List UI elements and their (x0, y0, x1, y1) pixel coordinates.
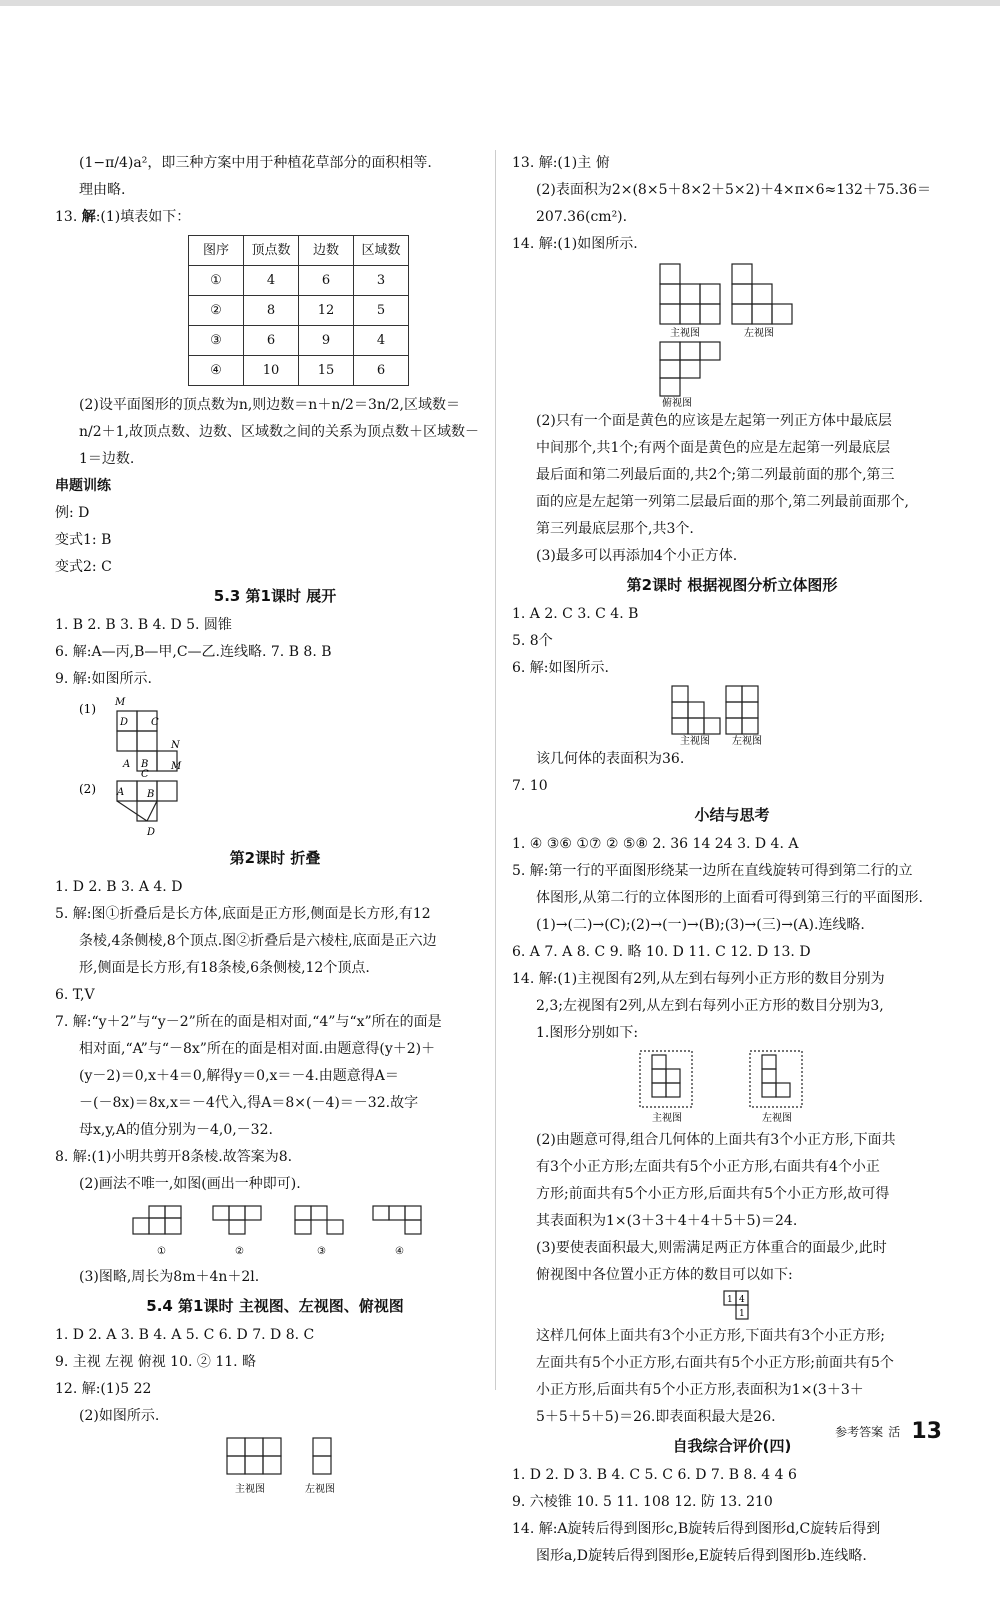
svg-text:4: 4 (739, 1295, 745, 1305)
text-line: 2,3;左视图有2列,从左到右每列小正方形的数目分别为3, (536, 998, 884, 1014)
svg-text:1: 1 (739, 1309, 745, 1319)
text-line: 13. 解:(1)主 俯 (512, 155, 610, 171)
text-line: 9. 六棱锥 10. 5 11. 108 12. 防 13. 210 (512, 1494, 773, 1510)
fold-figures (55, 1198, 495, 1264)
text-line: 14. 解:(1)如图所示. (512, 236, 638, 252)
svg-text:左视图: 左视图 (732, 736, 762, 746)
svg-text:C: C (151, 717, 159, 728)
view-figures-14x (512, 1047, 952, 1127)
text-line: 相对面,“A”与“－8x”所在的面是相对面.由题意得(y＋2)＋ (79, 1041, 436, 1057)
svg-text:M: M (171, 761, 182, 772)
text-line: (3)要使表面积最大,则需满足两正方体重合的面最少,此时 (536, 1240, 887, 1256)
text-line: n/2＋1,故顶点数、边数、区域数之间的关系为顶点数＋区域数－ (79, 424, 479, 440)
text-line: 5＋5＋5＋5)＝26.即表面积最大是26. (536, 1409, 776, 1425)
svg-text:俯视图: 俯视图 (662, 398, 692, 408)
text-line: 1. A 2. C 3. C 4. B (512, 606, 639, 622)
text-line: (2)表面积为2×(8×5＋8×2＋5×2)＋4×π×6≈132＋75.36＝ (536, 182, 932, 198)
text-line: 有3个小正方形;左面共有5个小正方形,右面共有4个小正 (536, 1159, 880, 1175)
text-line: 形,侧面是长方形,有18条棱,6条侧棱,12个顶点. (79, 960, 370, 976)
table-row: ③ 6 9 4 (189, 326, 409, 356)
text-line: (3)最多可以再添加4个小正方体. (536, 548, 738, 564)
text-line: (2)设平面图形的顶点数为n,则边数＝n＋n/2＝3n/2,区域数＝ (79, 397, 460, 413)
text-line: 14. 解:A旋转后得到图形c,B旋转后得到图形d,C旋转后得到 (512, 1521, 881, 1537)
table-header: 图序 (189, 236, 244, 266)
text-line: 第三列最底层那个,共3个. (536, 521, 694, 537)
text-line: (1)→(二)→(C);(2)→(一)→(B);(3)→(三)→(A).连线略. (536, 917, 865, 933)
svg-text:1: 1 (727, 1295, 733, 1305)
svg-text:A: A (117, 787, 125, 798)
text-line: 9. 解:如图所示. (55, 671, 152, 687)
svg-text:左视图: 左视图 (744, 328, 774, 339)
text-line: 1. B 2. B 3. B 4. D 5. 圆锥 (55, 617, 232, 633)
text-line: 左面共有5个小正方形,右面共有5个小正方形;前面共有5个 (536, 1355, 894, 1371)
section-heading: 5.4 第1课时 主视图、左视图、俯视图 (146, 1297, 404, 1315)
text-line: 小正方形,后面共有5个小正方形,表面积为1×(3＋3＋ (536, 1382, 864, 1398)
text-line: 母x,y,A的值分别为－4,0,－32. (79, 1122, 273, 1138)
table-header: 区域数 (354, 236, 409, 266)
svg-text:主视图: 主视图 (652, 1113, 682, 1124)
text-line: 7. 10 (512, 778, 548, 794)
column-divider (495, 150, 496, 1390)
text-line: 6. A 7. A 8. C 9. 略 10. D 11. C 12. D 13. D (512, 944, 811, 960)
text-line: 面的应是左起第一列第二层最后面的那个,第二列最前面那个, (536, 494, 909, 510)
text-line: 1＝边数. (79, 451, 135, 467)
top-edge (0, 0, 1000, 6)
text-line: 5. 解:第一行的平面图形绕某一边所在直线旋转可得到第二行的立 (512, 863, 913, 879)
net-figure (55, 693, 495, 843)
svg-text:①: ① (157, 1246, 166, 1257)
text-line: 变式1: B (55, 532, 112, 548)
text-line: 7. 解:“y＋2”与“y－2”所在的面是相对面,“4”与“x”所在的面是 (55, 1014, 442, 1030)
vertex-table (188, 235, 409, 386)
text-line: 该几何体的表面积为36. (536, 751, 685, 767)
text-line: 体图形,从第二行的立体图形的上面看可得到第三行的平面图形. (536, 890, 923, 906)
table-header: 顶点数 (244, 236, 299, 266)
page-footer (835, 1419, 942, 1444)
question-13: 13. 解:(1)填表如下： (55, 209, 191, 225)
footer-label: 参考答案 (835, 1425, 884, 1439)
svg-text:A: A (123, 759, 131, 770)
svg-text:B: B (141, 759, 149, 770)
text-line: 例: D (55, 505, 90, 521)
svg-text:②: ② (235, 1246, 244, 1257)
svg-text:D: D (147, 827, 156, 838)
svg-text:③: ③ (317, 1246, 326, 1257)
text-line: 5. 8个 (512, 633, 553, 649)
text-line: 方形;前面共有5个小正方形,后面共有5个小正方形,故可得 (536, 1186, 890, 1202)
text-line: (2)只有一个面是黄色的应该是左起第一列正方体中最底层 (536, 413, 892, 429)
text-line: 8. 解:(1)小明共剪开8条棱.故答案为8. (55, 1149, 293, 1165)
text-line: 207.36(cm²). (536, 209, 628, 225)
text-line: (2)画法不唯一,如图(画出一种即可). (79, 1176, 301, 1192)
text-line: 理由略. (79, 182, 126, 198)
svg-text:D: D (120, 717, 129, 728)
view-figures-14 (512, 258, 952, 408)
view-figures-6 (512, 682, 952, 746)
text-line: 12. 解:(1)5 22 (55, 1381, 152, 1397)
text-line: 14. 解:(1)主视图有2列,从左到右每列小正方形的数目分别为 (512, 971, 885, 987)
text-line: 1. D 2. D 3. B 4. C 5. C 6. D 7. B 8. 4 4 6 (512, 1467, 797, 1483)
svg-text:主视图: 主视图 (235, 1484, 265, 1495)
right-column (512, 150, 952, 1570)
section-heading: 5.3 第1课时 展开 (213, 587, 337, 605)
svg-text:C: C (141, 769, 149, 780)
section-heading: 自我综合评价(四) (672, 1437, 792, 1455)
table-row: ② 8 12 5 (189, 296, 409, 326)
text-line: 中间那个,共1个;有两个面是黄色的应是左起第一列最底层 (536, 440, 891, 456)
text-line: 1. D 2. B 3. A 4. D (55, 879, 183, 895)
text-line: －(－8x)＝8x,x＝－4代入,得A＝8×(－4)＝－32.故字 (79, 1095, 419, 1111)
text-line: 条棱,4条侧棱,8个顶点.图②折叠后是六棱柱,底面是正六边 (79, 933, 437, 949)
table-header: 边数 (299, 236, 354, 266)
section-heading: 第2课时 折叠 (229, 849, 321, 867)
top-view-counts (512, 1289, 952, 1323)
text-line: (2)如图所示. (79, 1408, 160, 1424)
svg-text:主视图: 主视图 (680, 736, 710, 746)
text-line: 1. ④ ③⑥ ①⑦ ② ⑤⑧ 2. 36 14 24 3. D 4. A (512, 836, 799, 852)
text-line: 6. 解:A—丙,B—甲,C—乙.连线略. 7. B 8. B (55, 644, 332, 660)
left-column (55, 150, 495, 1510)
text-line: (3)图略,周长为8m＋4n＋2l. (79, 1269, 260, 1285)
view-figures (55, 1430, 495, 1510)
svg-text:左视图: 左视图 (762, 1113, 792, 1124)
svg-text:④: ④ (395, 1246, 404, 1257)
table-row: ① 4 6 3 (189, 266, 409, 296)
svg-text:B: B (147, 789, 155, 800)
page-number: 13 (911, 1419, 942, 1444)
fig-label: (1) (79, 702, 96, 716)
section-heading: 第2课时 根据视图分析立体图形 (626, 576, 838, 594)
text-line: (2)由题意可得,组合几何体的上面共有3个小正方形,下面共 (536, 1132, 896, 1148)
fig-label: (2) (79, 782, 96, 796)
svg-text:M: M (115, 697, 126, 708)
text-line: 1. D 2. A 3. B 4. A 5. C 6. D 7. D 8. C (55, 1327, 315, 1343)
text-line: 6. T,V (55, 987, 95, 1003)
svg-text:N: N (171, 740, 180, 751)
text-line: 俯视图中各位置小正方体的数目可以如下: (536, 1267, 793, 1283)
text-line: 1.图形分别如下: (536, 1025, 639, 1041)
svg-text:主视图: 主视图 (670, 328, 700, 339)
text-line: 9. 主视 左视 俯视 10. ② 11. 略 (55, 1354, 257, 1370)
text-line: 其表面积为1×(3＋3＋4＋4＋5＋5)＝24. (536, 1213, 798, 1229)
footer-mark: 活 (888, 1425, 901, 1439)
section-heading: 小结与思考 (694, 806, 770, 824)
section-label: 串题训练 (55, 478, 111, 494)
text-line: 图形a,D旋转后得到图形e,E旋转后得到图形b.连线略. (536, 1548, 867, 1564)
text-line: 6. 解:如图所示. (512, 660, 609, 676)
text-line: 最后面和第二列最后面的,共2个;第二列最前面的那个,第三 (536, 467, 895, 483)
svg-text:左视图: 左视图 (305, 1484, 335, 1495)
text-line: (1−π/4)a²，即三种方案中用于种植花草部分的面积相等. (79, 155, 432, 171)
text-line: 5. 解:图①折叠后是长方体,底面是正方形,侧面是长方形,有12 (55, 906, 431, 922)
table-row: ④ 10 15 6 (189, 356, 409, 386)
text-line: 这样几何体上面共有3个小正方形,下面共有3个小正方形; (536, 1328, 885, 1344)
text-line: 变式2: C (55, 559, 112, 575)
text-line: (y－2)＝0,x＋4＝0,解得y＝0,x＝－4.由题意得A＝ (79, 1068, 399, 1084)
